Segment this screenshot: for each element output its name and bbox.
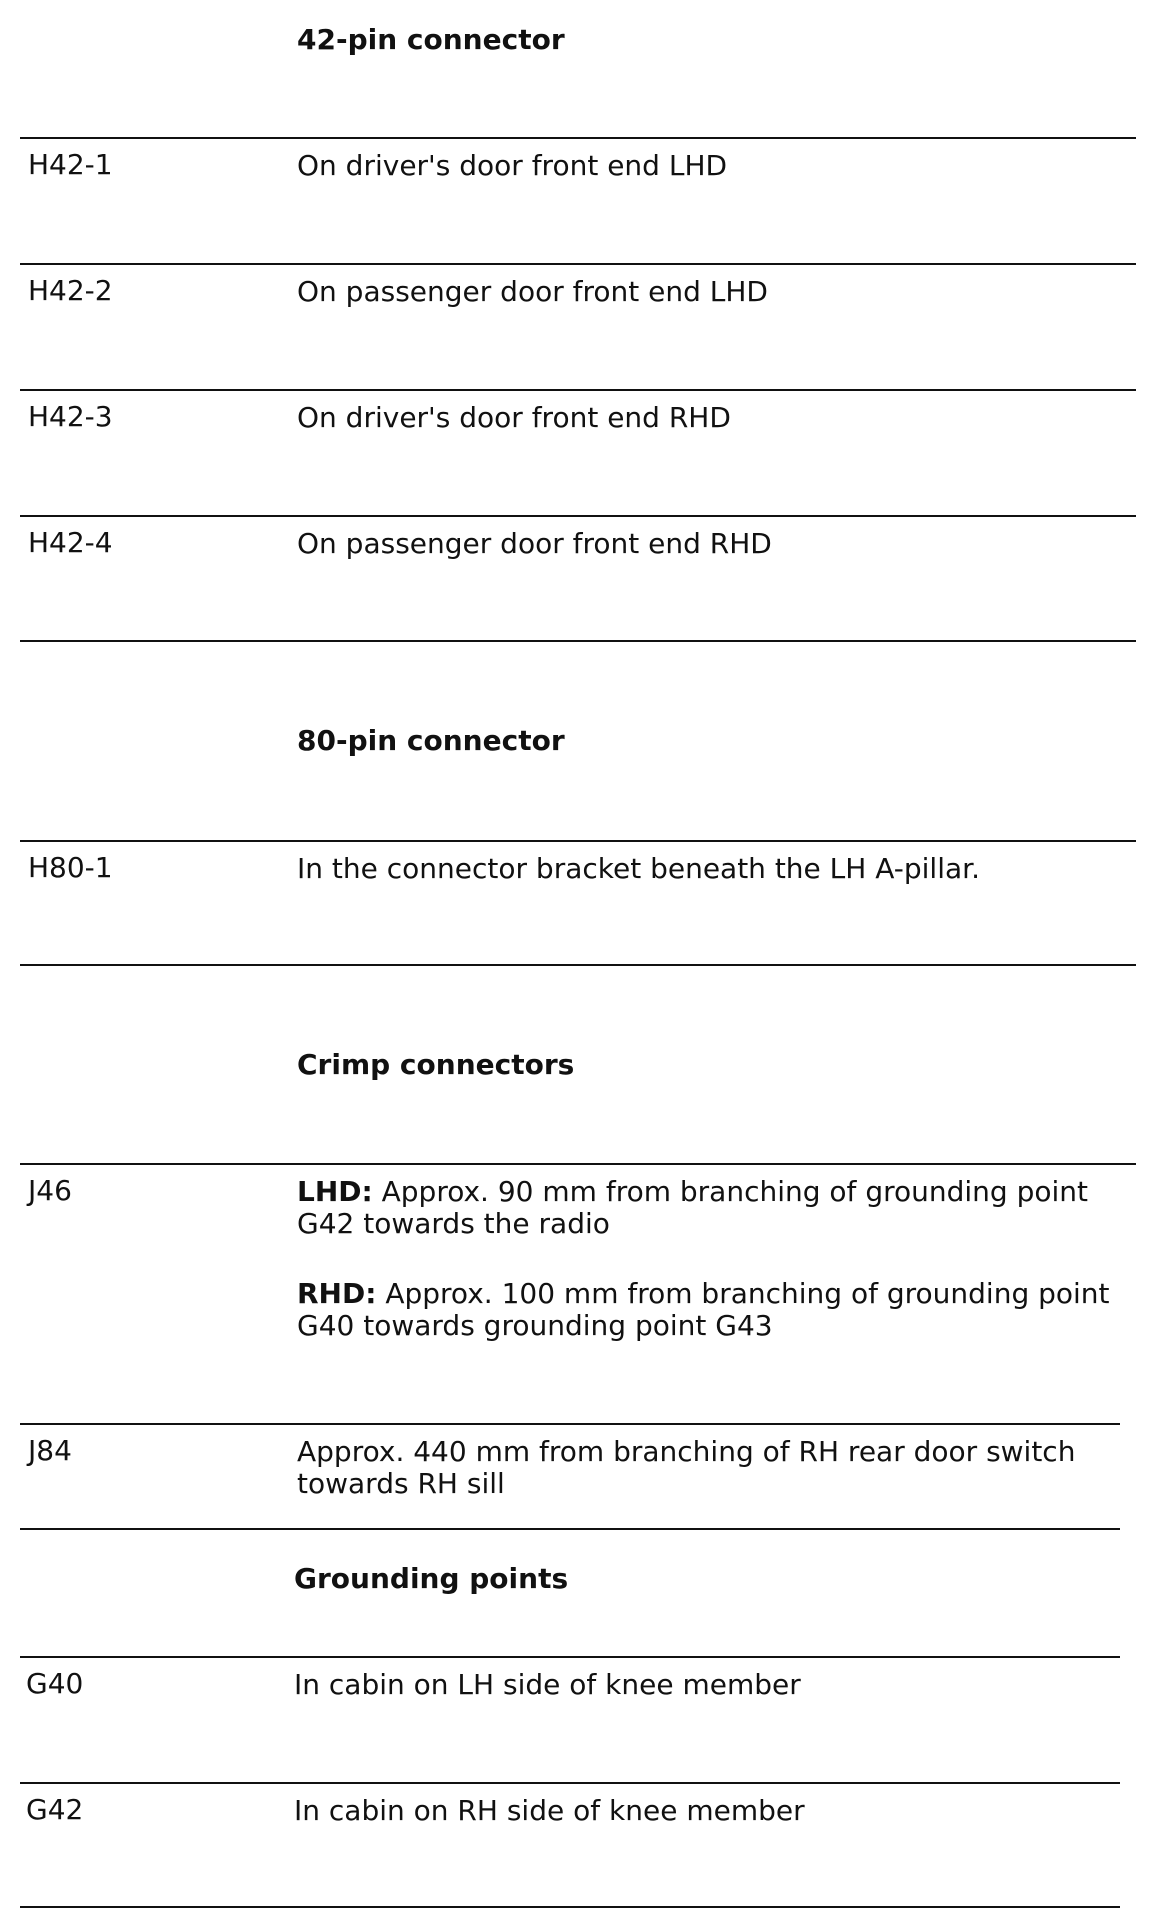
location-text: Approx. 90 mm from branching of grounding point G42 towards the radio <box>297 1175 1088 1240</box>
divider <box>20 1782 1120 1784</box>
connector-code: H42-4 <box>28 526 113 559</box>
location-text: On passenger door front end RHD <box>297 527 772 560</box>
connector-code: H42-3 <box>28 400 113 433</box>
divider <box>20 515 1136 517</box>
divider <box>20 1906 1120 1908</box>
divider <box>20 1163 1136 1165</box>
location-paragraph-rhd <box>297 1278 1112 1342</box>
divider <box>20 640 1136 642</box>
connector-code: H42-2 <box>28 274 113 307</box>
variant-label-lhd: LHD: <box>297 1175 373 1208</box>
divider <box>20 840 1136 842</box>
divider <box>20 964 1136 966</box>
divider <box>20 389 1136 391</box>
connector-code: J84 <box>28 1434 72 1467</box>
divider <box>20 1656 1120 1658</box>
divider <box>20 1423 1120 1425</box>
location-text-group <box>297 1176 1112 1342</box>
divider <box>20 1528 1120 1530</box>
location-text: Approx. 100 mm from branching of grounding point G40 towards grounding point G43 <box>297 1277 1110 1342</box>
section-heading-grounding: Grounding points <box>294 1562 569 1595</box>
location-text: On driver's door front end LHD <box>297 149 728 182</box>
location-text: Approx. 440 mm from branching of RH rear door switch towards RH sill <box>297 1435 1076 1500</box>
section-heading-80-pin: 80-pin connector <box>297 724 565 757</box>
section-heading-42-pin: 42-pin connector <box>297 23 565 56</box>
connector-code: H42-1 <box>28 148 113 181</box>
connector-code: H80-1 <box>28 851 113 884</box>
connector-code: J46 <box>28 1174 72 1207</box>
location-text: On driver's door front end RHD <box>297 401 731 434</box>
section-heading-crimp: Crimp connectors <box>297 1048 575 1081</box>
divider <box>20 263 1136 265</box>
grounding-code: G40 <box>26 1667 84 1700</box>
variant-label-rhd: RHD: <box>297 1277 377 1310</box>
divider <box>20 137 1136 139</box>
location-paragraph-lhd <box>297 1176 1112 1240</box>
location-text: In the connector bracket beneath the LH A-pillar. <box>297 852 980 885</box>
grounding-code: G42 <box>26 1793 84 1826</box>
location-text: On passenger door front end LHD <box>297 275 768 308</box>
location-text: In cabin on LH side of knee member <box>294 1668 801 1701</box>
location-text: In cabin on RH side of knee member <box>294 1794 805 1827</box>
